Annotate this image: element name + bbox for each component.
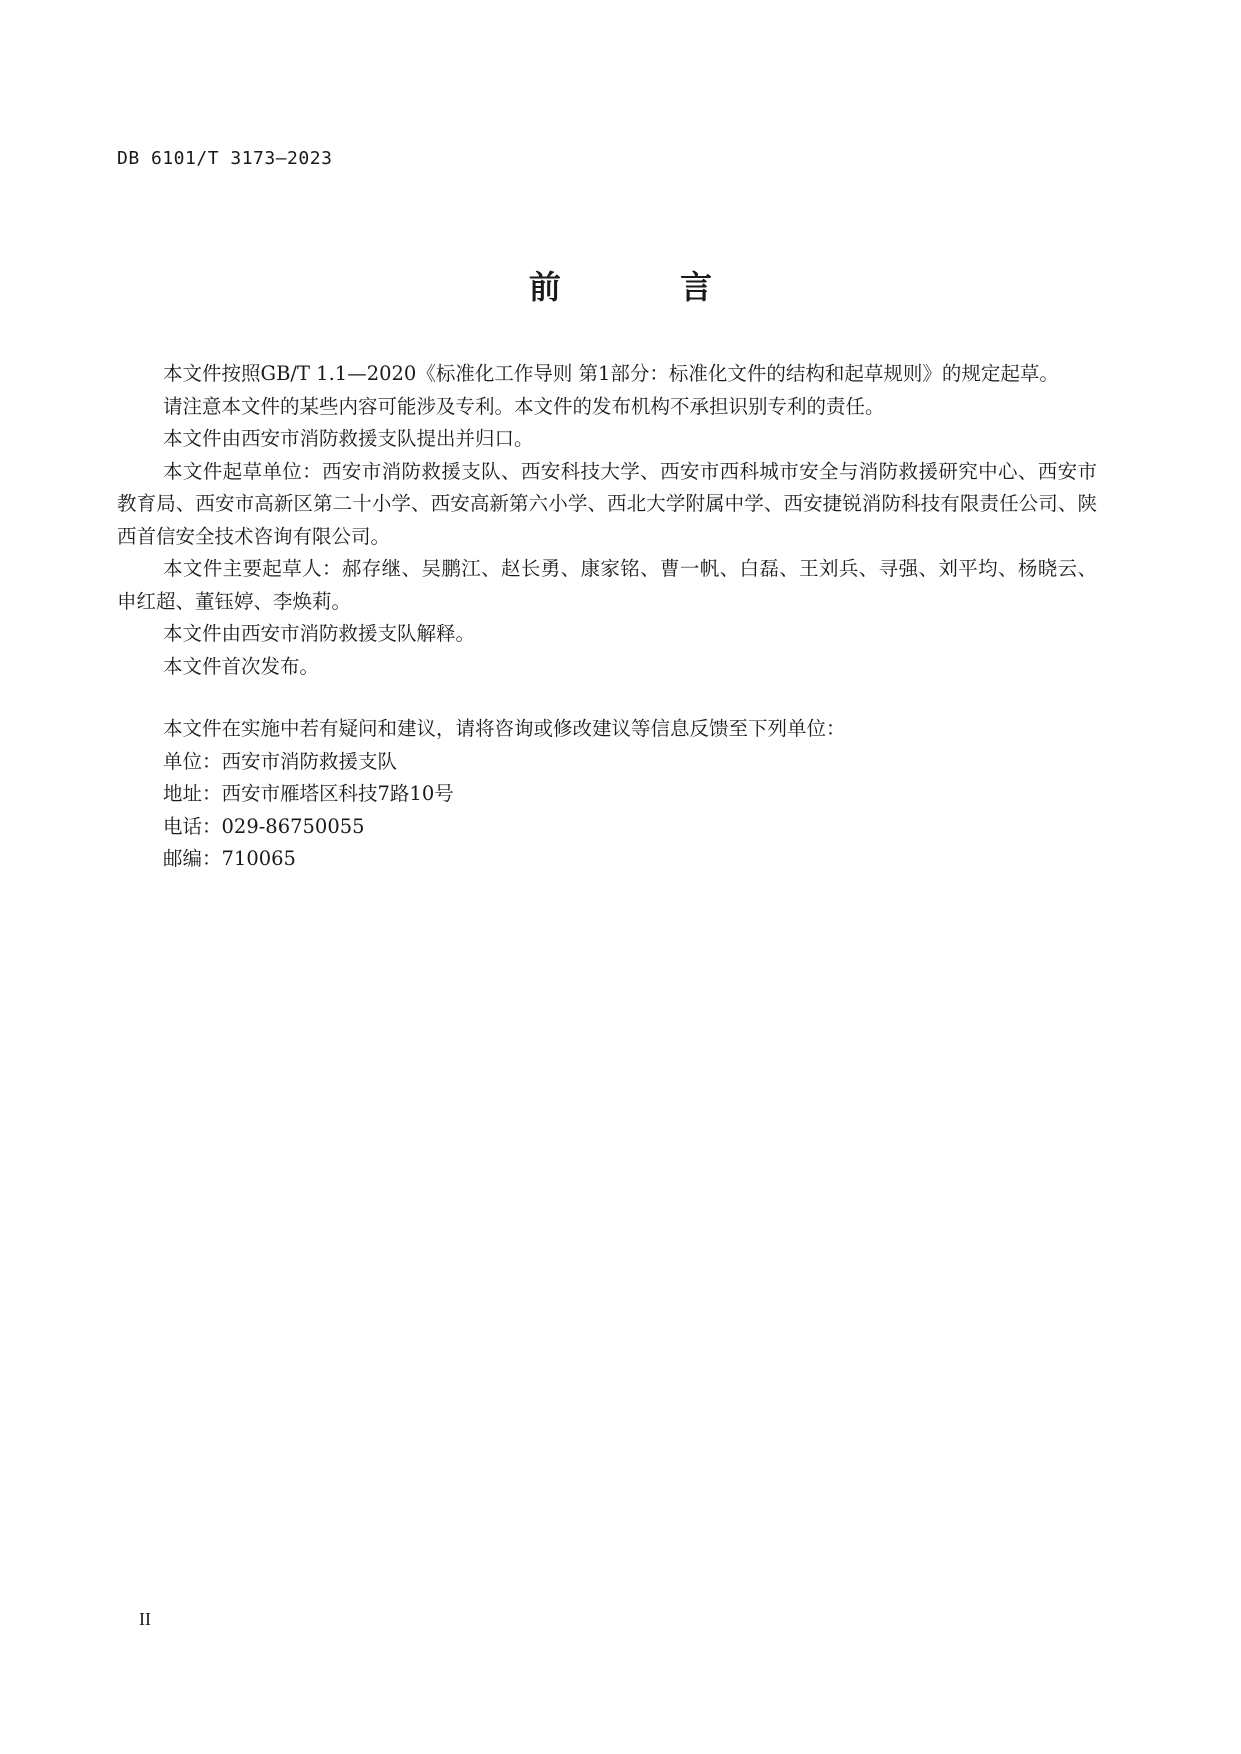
page-number: II	[139, 1609, 151, 1629]
page-title: 前 言	[528, 268, 767, 306]
paragraph-drafting-rules: 本文件按照GB/T 1.1—2020《标准化工作导则 第1部分：标准化文件的结构和起草规则》的规定起草。	[163, 362, 1059, 385]
paragraph-interpretation: 本文件由西安市消防救援支队解释。	[163, 622, 476, 645]
paragraph-first-release: 本文件首次发布。	[163, 654, 320, 678]
feedback-postcode: 邮编：710065	[163, 847, 296, 870]
paragraph-drafting-units: 本文件起草单位：西安市消防救援支队、西安科技大学、西安市西科城市安全与消防救援研究中心、西安市教育局、西安市高新区第二十小学、西安高新第六小学、西北大学附属中学、西安捷锐消防科技有限责任公司、陕西首信安全技术咨询有限公司。	[117, 459, 1097, 548]
paragraph-patent-notice: 请注意本文件的某些内容可能涉及专利。本文件的发布机构不承担识别专利的责任。	[163, 394, 885, 418]
feedback-intro: 本文件在实施中若有疑问和建议，请将咨询或修改建议等信息反馈至下列单位：	[163, 717, 846, 740]
spacer	[117, 683, 1097, 713]
feedback-phone: 电话：029-86750055	[163, 814, 365, 838]
feedback-address: 地址：西安市雁塔区科技7路10号	[163, 782, 454, 805]
foreword-body	[117, 358, 1097, 876]
paragraph-drafters: 本文件主要起草人：郝存继、吴鹏江、赵长勇、康家铭、曹一帆、白磊、王刘兵、寻强、刘平均、杨晓云、申红超、董钰婷、李焕莉。	[117, 557, 1097, 613]
feedback-unit: 单位：西安市消防救援支队	[163, 749, 398, 773]
paragraph-proposer: 本文件由西安市消防救援支队提出并归口。	[163, 427, 534, 450]
document-code: DB 6101/T 3173—2023	[117, 148, 333, 169]
